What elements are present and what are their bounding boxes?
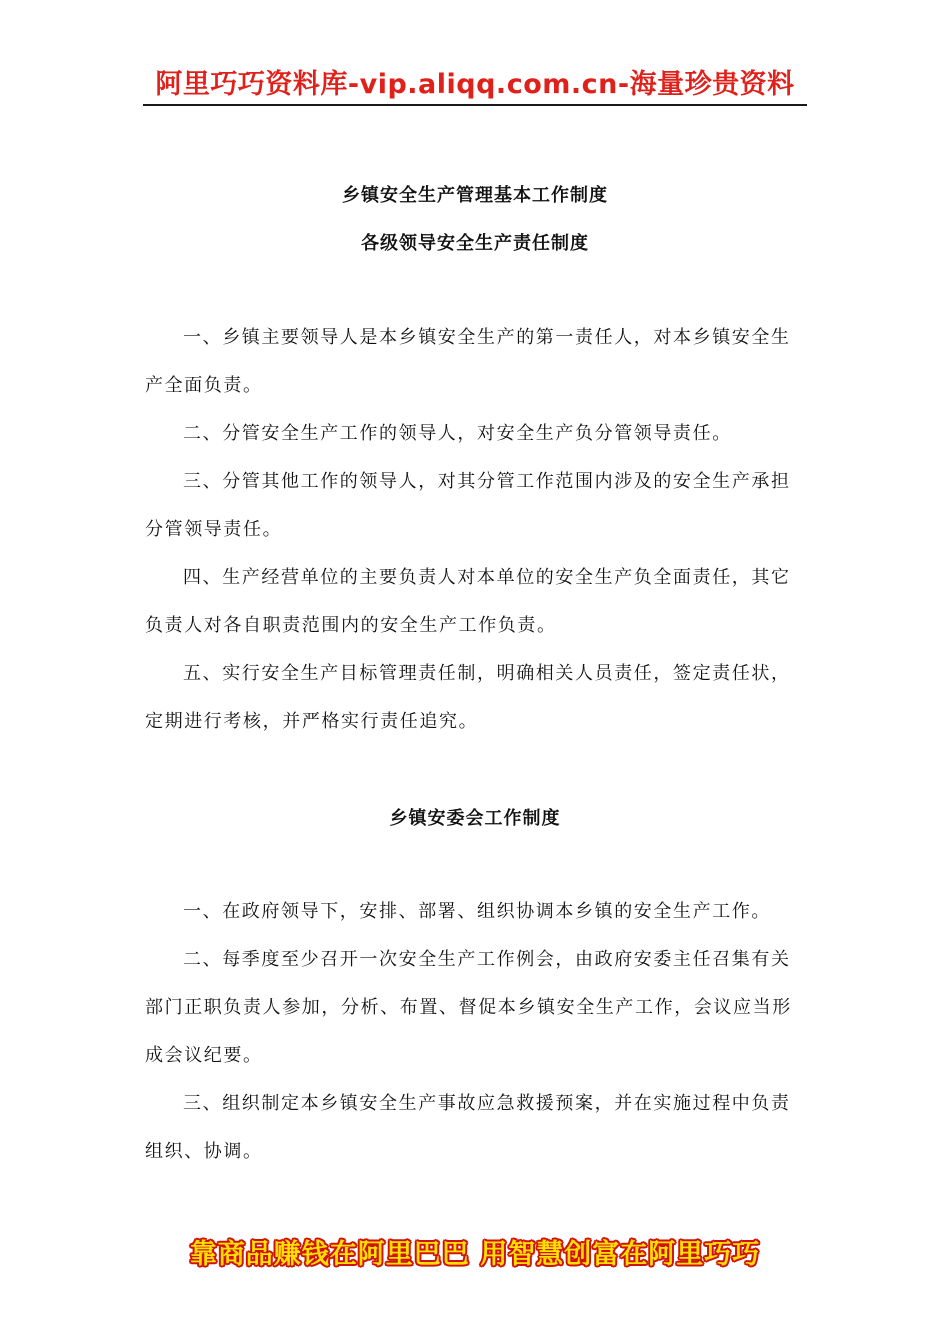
paragraph: 二、每季度至少召开一次安全生产工作例会，由政府安委主任召集有关部门正职负责人参加，分析、布置、督促本乡镇安全生产工作，会议应当形成会议纪要。 [145, 949, 792, 1066]
paragraph: 三、分管其他工作的领导人，对其分管工作范围内涉及的安全生产承担分管领导责任。 [145, 471, 791, 540]
paragraph: 三、组织制定本乡镇安全生产事故应急救援预案，并在实施过程中负责组织、协调。 [145, 1093, 791, 1162]
paragraph: 一、在政府领导下，安排、部署、组织协调本乡镇的安全生产工作。 [183, 901, 771, 922]
paragraph: 二、分管安全生产工作的领导人，对安全生产负分管领导责任。 [183, 423, 732, 444]
header-banner-text: 阿里巧巧资料库-vip.aliqq.com.cn-海量珍贵资料 [155, 68, 795, 100]
section-title-leadership-responsibility: 各级领导安全生产责任制度 [361, 233, 589, 254]
footer-banner-text: 靠商品赚钱在阿里巴巴 用智慧创富在阿里巧巧 [189, 1238, 761, 1270]
paragraph: 四、生产经营单位的主要负责人对本单位的安全生产负全面责任，其它负责人对各自职责范围内的安全生产工作负责。 [145, 567, 791, 636]
paragraph: 一、乡镇主要领导人是本乡镇安全生产的第一责任人，对本乡镇安全生产全面负责。 [145, 327, 791, 396]
footer-banner [143, 1228, 807, 1274]
header-banner [143, 58, 807, 106]
section-title-safety-committee: 乡镇安委会工作制度 [389, 808, 561, 829]
paragraph: 五、实行安全生产目标管理责任制，明确相关人员责任，签定责任状，定期进行考核，并严格实行责任追究。 [145, 663, 791, 732]
main-title: 乡镇安全生产管理基本工作制度 [342, 185, 608, 206]
